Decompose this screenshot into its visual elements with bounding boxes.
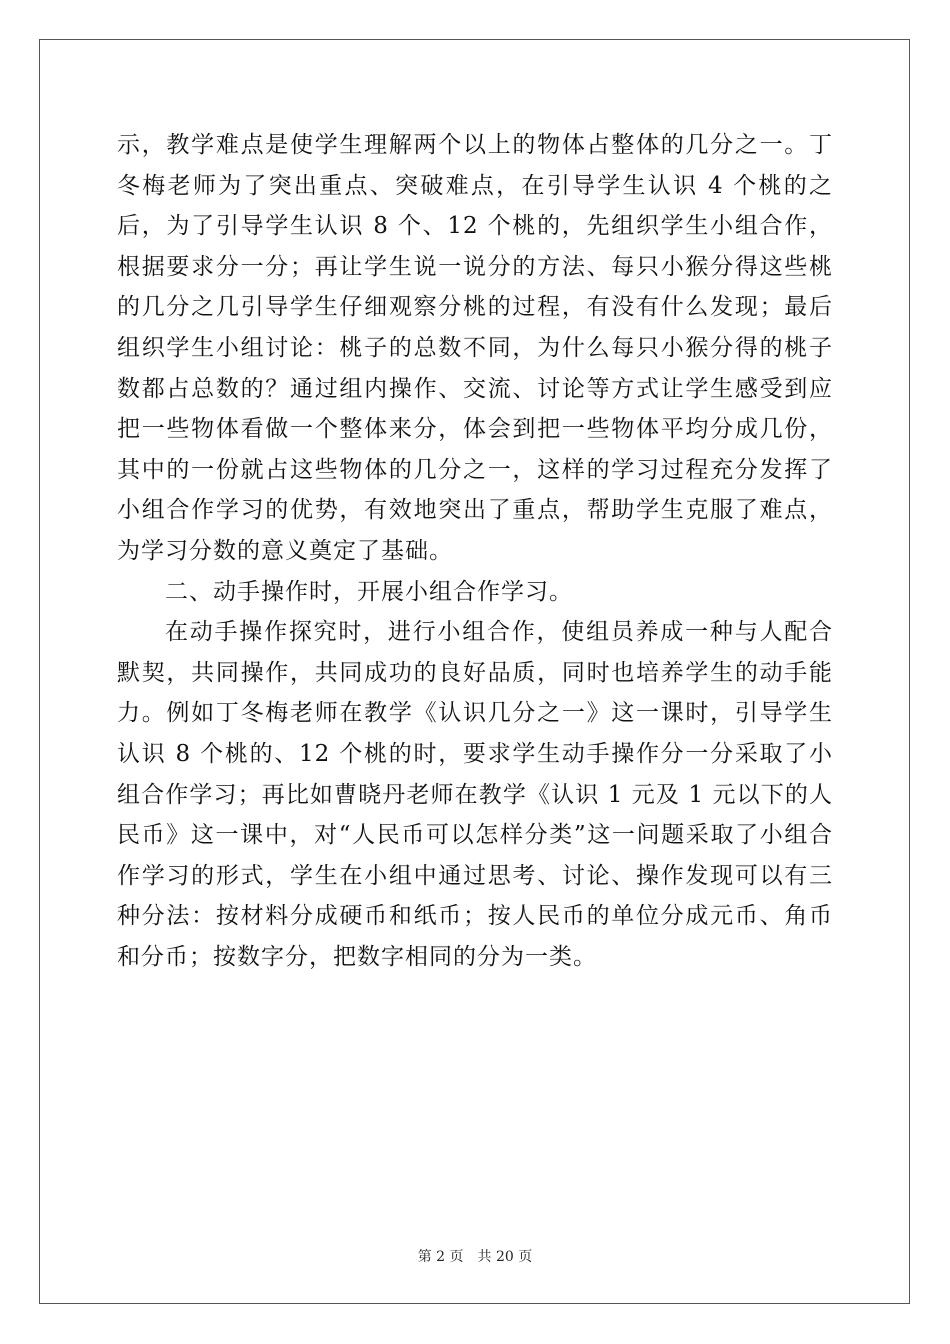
paragraph-continuation: 示，教学难点是使学生理解两个以上的物体占整体的几分之一。丁冬梅老师为了突出重点、突破难点，在引导学生认识 4 个桃的之后，为了引导学生认识 8 个、12 个桃的，先组织学生小组合作，根据要求分一分；再让学生说一说分的方法、每只小猴分得这些桃的几分之几引导学生仔细观察分桃的过程，有没有什么发现；最后组织学生小组讨论：桃子的总数不同，为什么每只小猴分得的桃子数都占总数的？通过组内操作、交流、讨论等方式让学生感受到应把一些物体看做一个整体来分，体会到把一些物体平均分成几份，其中的一份就占这些物体的几分之一，这样的学习过程充分发挥了小组合作学习的优势，有效地突出了重点，帮助学生克服了难点，为学习分数的意义奠定了基础。 [117,132,833,564]
document-body [117,125,833,977]
page-total: 共 20 页 [477,1249,533,1265]
page-footer [0,1246,950,1266]
section-heading: 二、动手操作时，开展小组合作学习。 [165,578,573,605]
page-number: 第 2 页 [417,1249,464,1265]
paragraph: 在动手操作探究时，进行小组合作，使组员养成一种与人配合默契，共同操作，共同成功的良好品质，同时也培养学生的动手能力。例如丁冬梅老师在教学《认识几分之一》这一课时，引导学生认识 8 个桃的、12 个桃的时，要求学生动手操作分一分采取了小组合作学习；再比如曹晓丹老师在教学《认识 1 元及 1 元以下的人民币》这一课中，对“人民币可以怎样分类”这一问题采取了小组合作学习的形式，学生在小组中通过思考、讨论、操作发现可以有三种分法：按材料分成硬币和纸币；按人民币的单位分成元币、角币和分币；按数字分，把数字相同的分为一类。 [117,619,833,970]
